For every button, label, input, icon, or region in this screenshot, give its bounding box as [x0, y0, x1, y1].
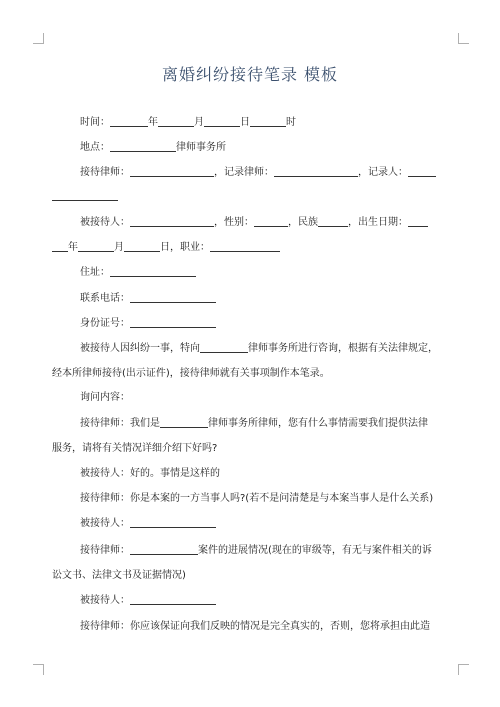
crop-mark-bottom-left: [33, 664, 44, 675]
birth-year-blank-continued[interactable]: [52, 241, 68, 252]
question-4: 接待律师：你应该保证向我们反映的情况是完全真实的，否则，您将承担由此造: [80, 621, 430, 632]
document-title: 离婚纠纷接待笔录 模板: [161, 65, 339, 84]
reception-lawyer-blank[interactable]: [130, 166, 214, 177]
record-lawyer-blank[interactable]: [274, 166, 358, 177]
birth-date-line: 年 月 日，职业：: [52, 241, 452, 255]
answer-2-blank[interactable]: [130, 517, 216, 528]
place-line: 地点： 律师事务所: [80, 142, 226, 153]
occupation-blank[interactable]: [210, 241, 280, 252]
question-2: 接待律师：你是本案的一方当事人吗?(若不是问清楚是与本案当事人是什么关系): [80, 493, 434, 504]
day-blank[interactable]: [204, 116, 240, 127]
intro-paragraph-line-1: 被接待人因纠纷一事，特向 律师事务所进行咨询，根据有关法律规定，: [80, 343, 438, 354]
received-person-line: 被接待人： ，性别： ，民族 ，出生日期：: [80, 216, 480, 230]
lawyer-firm-blank[interactable]: [160, 417, 208, 428]
answer-1: 被接待人：好的。事情是这样的: [80, 468, 220, 479]
crop-mark-top-right: [458, 33, 469, 44]
question-1-line-2: 服务，请将有关情况详细介绍下好吗?: [52, 443, 218, 454]
crop-mark-top-left: [33, 33, 44, 44]
phone-blank[interactable]: [130, 292, 216, 303]
gender-blank[interactable]: [254, 216, 288, 227]
recorder-blank-continued[interactable]: [52, 190, 118, 201]
received-person-blank[interactable]: [130, 216, 214, 227]
lawyers-line: 接待律师： ，记录律师： ，记录人：: [80, 166, 480, 180]
ethnicity-blank[interactable]: [318, 216, 348, 227]
intro-paragraph-line-2: 经本所律师接待(出示证件)，接待律师就有关事项制作本笔录。: [52, 368, 330, 379]
inquiry-label: 询问内容：: [80, 392, 130, 403]
recorder-continued-line: [52, 190, 452, 204]
phone-line: 联系电话：: [80, 292, 480, 306]
answer-2-line: 被接待人：: [80, 517, 480, 531]
hour-blank[interactable]: [250, 116, 286, 127]
month-blank[interactable]: [158, 116, 194, 127]
case-blank[interactable]: [130, 544, 198, 555]
year-blank[interactable]: [110, 116, 148, 127]
time-line: 时间： 年 月 日 时: [80, 117, 296, 128]
answer-3-blank[interactable]: [130, 594, 216, 605]
id-line: 身份证号：: [80, 317, 480, 331]
birth-year-blank[interactable]: [408, 216, 428, 227]
answer-3-line: 被接待人：: [80, 594, 480, 608]
birth-month-blank[interactable]: [78, 241, 114, 252]
place-blank[interactable]: [110, 141, 176, 152]
address-line: 住址：: [80, 266, 480, 280]
question-3-line-1: 接待律师： 案件的进展情况(现在的审级等，有无与案件相关的诉: [80, 545, 432, 556]
crop-mark-bottom-right: [458, 664, 469, 675]
birth-day-blank[interactable]: [124, 241, 160, 252]
recorder-blank[interactable]: [408, 166, 436, 177]
address-blank[interactable]: [110, 266, 196, 277]
question-1-line-1: 接待律师：我们是 律师事务所律师，您有什么事情需要我们提供法律: [80, 418, 428, 429]
firm-blank[interactable]: [200, 342, 248, 353]
question-3-line-2: 讼文书、法律文书及证据情况): [52, 570, 186, 581]
id-blank[interactable]: [130, 317, 216, 328]
